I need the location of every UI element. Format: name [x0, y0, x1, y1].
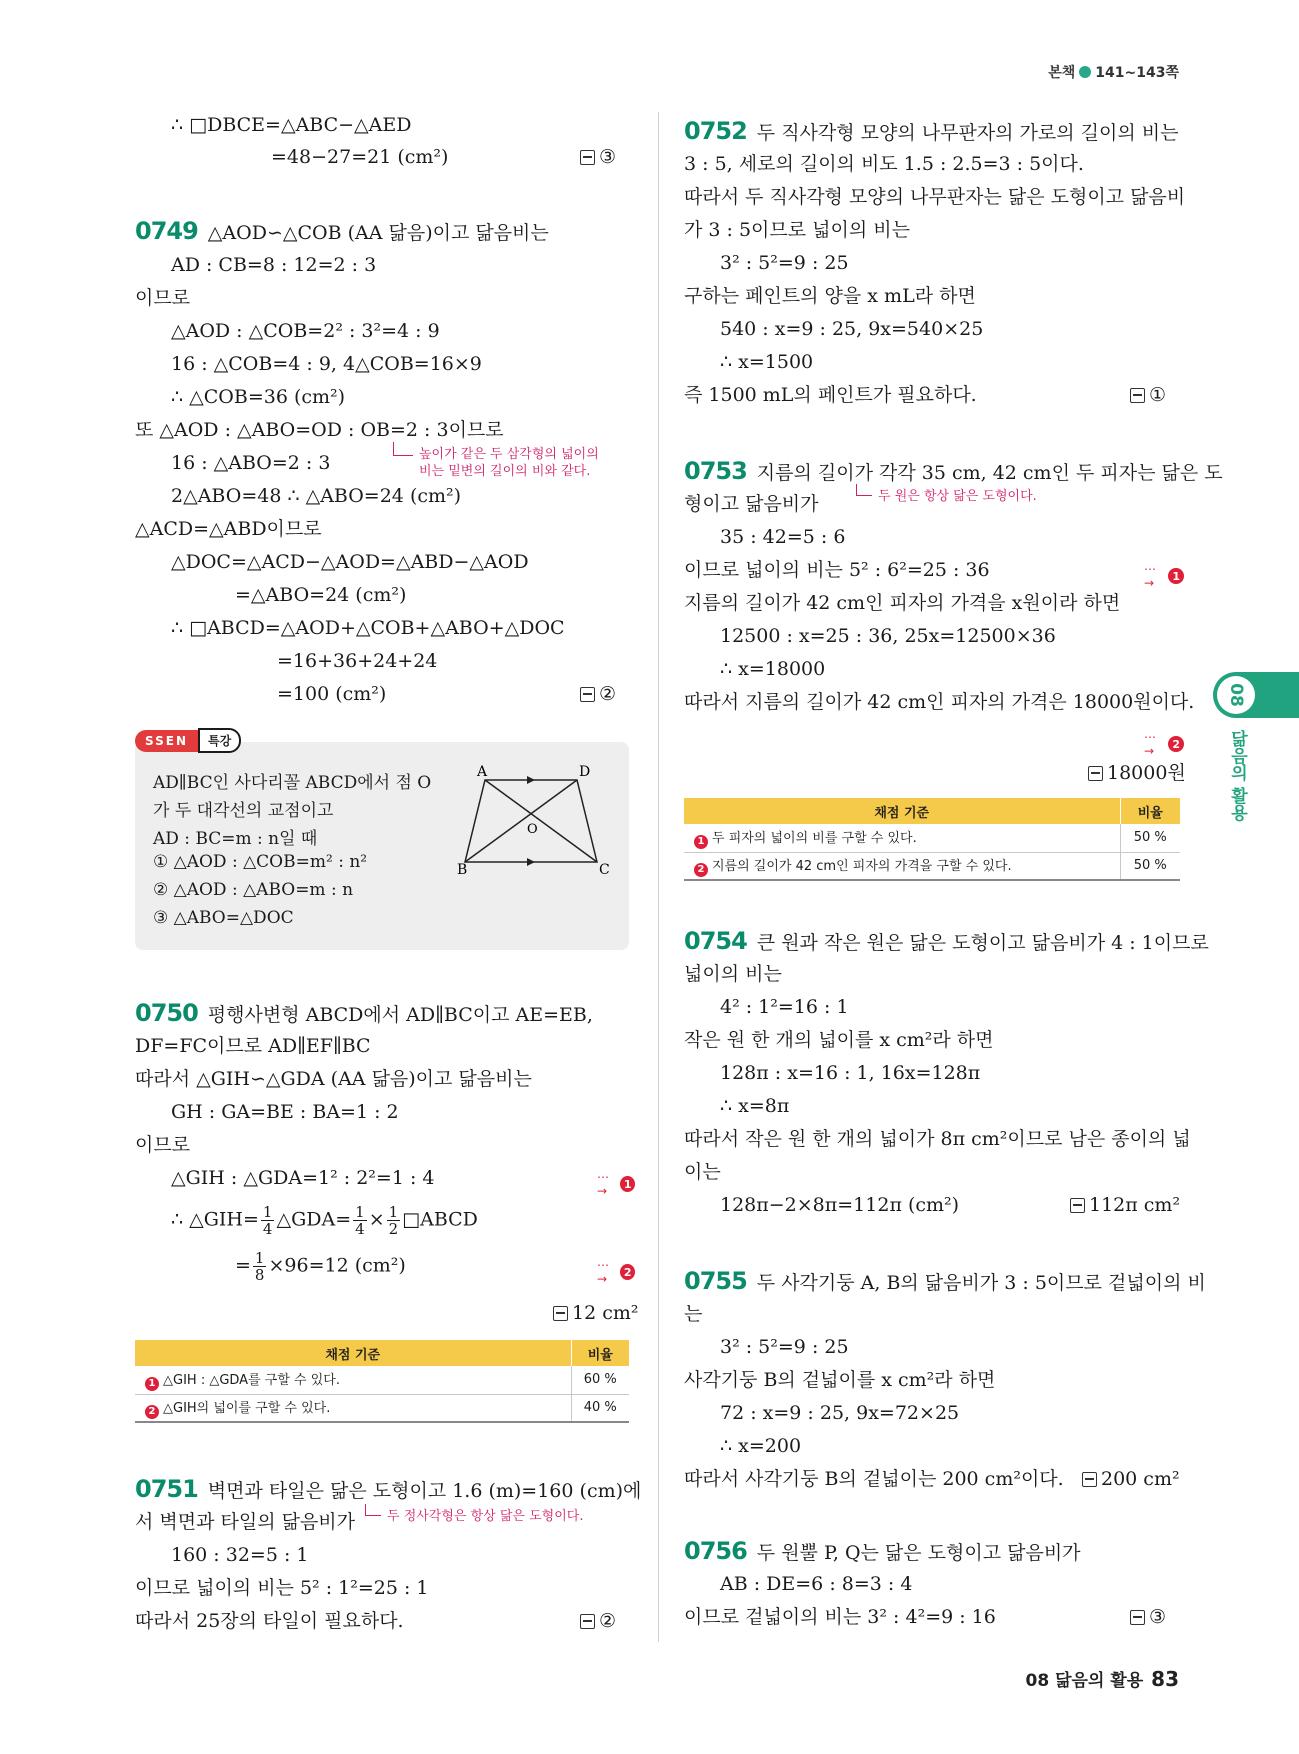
- denominator: 4: [262, 1220, 273, 1238]
- text-line: 평행사변형 ABCD에서 AD∥BC이고 AE=EB,: [207, 1004, 593, 1026]
- table-row: [135, 1366, 629, 1394]
- text-line: 두 직사각형 모양의 나무판자의 가로의 길이의 비는: [756, 122, 1179, 144]
- criteria-number: 1: [145, 1377, 159, 1391]
- text-line-fraction: [235, 1250, 406, 1283]
- text-line: 16 : △COB=4 : 9, 4△COB=16×9: [171, 353, 482, 375]
- label-A: A: [477, 764, 488, 780]
- answer-value: 12 cm²: [572, 1302, 639, 1324]
- table-header: 비율: [1120, 798, 1180, 824]
- text-line: 따라서 지름의 길이가 42 cm인 피자의 가격은 18000원이다.: [684, 691, 1195, 713]
- tip-line: AD : BC=m : n일 때: [153, 829, 318, 849]
- answer-icon: [1082, 1472, 1097, 1487]
- text-line: 128π : x=16 : 1, 16x=128π: [720, 1062, 981, 1084]
- text-line: 따라서 작은 원 한 개의 넓이가 8π cm²이므로 남은 종이의 넓: [684, 1128, 1191, 1150]
- text-line: 160 : 32=5 : 1: [171, 1544, 309, 1566]
- text-line: ∴ □DBCE=△ABC−△AED: [171, 114, 412, 136]
- answer: [1082, 1468, 1180, 1490]
- text-line: 벽면과 타일은 닮은 도형이고 1.6 (m)=160 (cm)에: [207, 1480, 642, 1502]
- text-line: 이므로 겉넓이의 비는 3² : 4²=9 : 16: [684, 1606, 996, 1628]
- table-header: 채점 기준: [684, 798, 1120, 824]
- criteria-text: △GIH의 넓이를 구할 수 있다.: [163, 1401, 331, 1416]
- badge-lecture: 특강: [198, 728, 241, 753]
- fraction: [353, 1204, 367, 1237]
- text-line: 이는: [684, 1161, 721, 1183]
- text-line: △AOD∽△COB (AA 닮음)이고 닮음비는: [207, 222, 549, 244]
- answer-icon: [1088, 766, 1103, 781]
- problem-0750: [135, 1000, 593, 1028]
- answer: [580, 683, 616, 705]
- fraction: [387, 1204, 401, 1237]
- page-number: 83: [1151, 1667, 1179, 1691]
- text-line: DF=FC이므로 AD∥EF∥BC: [135, 1035, 371, 1057]
- text-line: 4² : 1²=16 : 1: [720, 996, 849, 1018]
- problem-0751: [135, 1476, 641, 1504]
- answer-value: 112π cm²: [1089, 1194, 1181, 1216]
- text-line: 이므로: [135, 1134, 191, 1156]
- text-line: 또 △AOD : △ABO=OD : OB=2 : 3이므로: [135, 419, 504, 441]
- problem-number: 0754: [684, 927, 747, 955]
- step-number: 1: [620, 1176, 635, 1192]
- text-line: 두 원뿔 P, Q는 닮은 도형이고 닮음비가: [756, 1542, 1081, 1564]
- numerator: 1: [388, 1203, 399, 1221]
- text-line: 는: [684, 1303, 703, 1325]
- badge-ssen: SSEN: [135, 730, 198, 752]
- step-number: 2: [620, 1264, 635, 1280]
- header-page-ref: [1048, 62, 1179, 82]
- text-part: ∴ △GIH=: [171, 1208, 259, 1231]
- problem-number: 0751: [135, 1475, 198, 1503]
- text-line: 3² : 5²=9 : 25: [720, 252, 849, 274]
- answer-icon: [1130, 388, 1145, 403]
- problem-0755: [684, 1268, 1206, 1296]
- answer: [1130, 1606, 1166, 1628]
- text-line: 구하는 페인트의 양을 x mL라 하면: [684, 285, 976, 307]
- tip-box: [135, 742, 629, 950]
- text-line: 형이고 닮음비가: [684, 493, 819, 515]
- text-line: 이므로: [135, 287, 191, 309]
- text-line: 따라서 25장의 타일이 필요하다.: [135, 1610, 404, 1632]
- footer-chapter: 08 닮음의 활용: [1025, 1671, 1144, 1691]
- answer: [1088, 758, 1186, 785]
- scoring-table: [135, 1340, 629, 1423]
- criteria-cell: [135, 1394, 571, 1422]
- criteria-number: 1: [694, 835, 708, 849]
- note-bracket: [856, 484, 872, 496]
- problem-number: 0756: [684, 1537, 747, 1565]
- text-line: ∴ △COB=36 (cm²): [171, 386, 346, 408]
- answer-value: ②: [599, 683, 617, 705]
- denominator: 2: [388, 1220, 399, 1238]
- text-line: ∴ x=200: [720, 1435, 802, 1457]
- margin-note: 두 정사각형은 항상 닮은 도형이다.: [387, 1509, 584, 1524]
- trapezoid-diagram: [457, 762, 615, 882]
- answer-value: 200 cm²: [1101, 1468, 1180, 1490]
- text-line: △AOD : △COB=2² : 3²=4 : 9: [171, 320, 440, 342]
- text-line: 따라서 사각기둥 B의 겉넓이는 200 cm²이다.: [684, 1468, 1064, 1490]
- text-line: △ACD=△ABD이므로: [135, 518, 322, 540]
- criteria-cell: [135, 1366, 571, 1394]
- step-number: 1: [1168, 568, 1184, 584]
- problem-0756: [684, 1538, 1081, 1566]
- problem-0754: [684, 928, 1209, 956]
- text-line: 이므로 넓이의 비는 5² : 6²=25 : 36: [684, 559, 990, 581]
- ratio-cell: 50 %: [1120, 824, 1180, 852]
- step-marker: ⋯→ 2: [597, 1258, 635, 1286]
- text-line: 16 : △ABO=2 : 3: [171, 452, 331, 474]
- note-line: 비는 밑변의 길이의 비와 같다.: [419, 464, 591, 479]
- text-line: 12500 : x=25 : 36, 25x=12500×36: [720, 625, 1056, 647]
- criteria-text: △GIH : △GDA를 구할 수 있다.: [163, 1373, 340, 1388]
- answer: [553, 1302, 639, 1324]
- answer: [1070, 1194, 1180, 1216]
- tip-badge: [135, 728, 241, 753]
- text-line: △GIH : △GDA=1² : 2²=1 : 4: [171, 1167, 435, 1189]
- label-B: B: [457, 862, 468, 878]
- table-row: [135, 1394, 629, 1422]
- chapter-number: 08: [1217, 676, 1255, 714]
- margin-note: [419, 446, 599, 480]
- table-row: [684, 824, 1180, 852]
- numerator: 1: [262, 1203, 273, 1221]
- answer: [1130, 384, 1166, 406]
- problem-0749: [135, 218, 549, 246]
- step-marker: ⋯→ 1: [597, 1170, 635, 1198]
- numerator: 1: [355, 1203, 365, 1221]
- text-line: =48−27=21 (cm²): [271, 146, 449, 168]
- problem-number: 0753: [684, 457, 747, 485]
- answer-icon: [580, 687, 595, 702]
- answer-icon: [580, 1614, 595, 1629]
- text-part: □ABCD: [402, 1208, 478, 1231]
- text-part: △GDA=: [276, 1208, 352, 1231]
- criteria-cell: [684, 824, 1120, 852]
- text-line: AD : CB=8 : 12=2 : 3: [171, 254, 377, 276]
- text-line: 540 : x=9 : 25, 9x=540×25: [720, 318, 984, 340]
- text-line: 넓이의 비는: [684, 963, 782, 985]
- fraction: [261, 1204, 275, 1237]
- header-book: 본책: [1048, 65, 1076, 81]
- text-line: 두 사각기둥 A, B의 닮음비가 3 : 5이므로 겉넓이의 비: [756, 1272, 1206, 1294]
- text-part: ×: [368, 1208, 385, 1231]
- column-divider: [658, 112, 659, 1642]
- answer-value: 18000원: [1107, 762, 1186, 784]
- chapter-side-tab[interactable]: [1213, 672, 1299, 718]
- text-line: =100 (cm²): [277, 683, 387, 705]
- note-line: 높이가 같은 두 삼각형의 넓이의: [419, 447, 599, 462]
- text-line: 지름의 길이가 각각 35 cm, 42 cm인 두 피자는 닮은 도: [756, 462, 1223, 484]
- text-line: 35 : 42=5 : 6: [720, 526, 846, 548]
- table-row: [684, 852, 1180, 880]
- criteria-text: 두 피자의 넓이의 비를 구할 수 있다.: [712, 831, 917, 846]
- text-line: ∴ x=1500: [720, 351, 814, 373]
- text-part: ×96=12 (cm²): [268, 1254, 406, 1277]
- numerator: 1: [254, 1249, 265, 1267]
- denominator: 4: [355, 1220, 365, 1238]
- criteria-number: 2: [145, 1405, 159, 1419]
- scoring-table: [684, 798, 1180, 881]
- step-marker: ⋯→ 1: [1144, 562, 1184, 590]
- text-line: 따라서 두 직사각형 모양의 나무판자는 닮은 도형이고 닮음비: [684, 186, 1186, 208]
- criteria-cell: [684, 852, 1120, 880]
- problem-number: 0750: [135, 999, 198, 1027]
- text-line: 3² : 5²=9 : 25: [720, 1336, 849, 1358]
- text-part: =: [235, 1254, 251, 1277]
- text-line: =16+36+24+24: [277, 650, 438, 672]
- text-line: 큰 원과 작은 원은 닮은 도형이고 닮음비가 4 : 1이므로: [756, 932, 1209, 954]
- text-line: 즉 1500 mL의 페인트가 필요하다.: [684, 384, 977, 406]
- problem-number: 0752: [684, 117, 747, 145]
- tip-line: ② △AOD : △ABO=m : n: [153, 880, 354, 900]
- tip-line: AD∥BC인 사다리꼴 ABCD에서 점 O: [153, 773, 432, 793]
- text-line: GH : GA=BE : BA=1 : 2: [171, 1101, 399, 1123]
- step-number: 2: [1168, 736, 1184, 752]
- answer-value: ③: [1149, 1606, 1167, 1628]
- text-line: 작은 원 한 개의 넓이를 x cm²라 하면: [684, 1029, 994, 1051]
- text-line-fraction: [171, 1204, 478, 1237]
- tip-line: ① △AOD : △COB=m² : n²: [153, 852, 368, 872]
- label-C: C: [599, 862, 610, 878]
- fraction: [253, 1250, 267, 1283]
- text-line: 128π−2×8π=112π (cm²): [720, 1194, 960, 1216]
- text-line: 따라서 △GIH∽△GDA (AA 닮음)이고 닮음비는: [135, 1068, 532, 1090]
- label-O: O: [527, 822, 538, 837]
- text-line: ∴ x=8π: [720, 1095, 790, 1117]
- text-line: 3 : 5, 세로의 길이의 비도 1.5 : 2.5=3 : 5이다.: [684, 153, 1084, 175]
- answer-icon: [1130, 1610, 1145, 1625]
- text-line: 이므로 넓이의 비는 5² : 1²=25 : 1: [135, 1577, 429, 1599]
- text-line: △DOC=△ACD−△AOD=△ABD−△AOD: [171, 551, 529, 573]
- chapter-side-title: 닮음의 활용: [1227, 730, 1247, 821]
- step-marker: ⋯→ 2: [1144, 730, 1184, 758]
- criteria-number: 2: [694, 863, 708, 877]
- answer-icon: [1070, 1198, 1085, 1213]
- ratio-cell: 50 %: [1120, 852, 1180, 880]
- denominator: 8: [254, 1266, 265, 1284]
- text-line: 2△ABO=48 ∴ △ABO=24 (cm²): [171, 485, 462, 507]
- ratio-cell: 40 %: [571, 1394, 629, 1422]
- ratio-cell: 60 %: [571, 1366, 629, 1394]
- text-line: 가 3 : 5이므로 넓이의 비는: [684, 219, 910, 241]
- table-header: 채점 기준: [135, 1340, 571, 1366]
- text-line: =△ABO=24 (cm²): [235, 584, 407, 606]
- answer-value: ②: [599, 1610, 617, 1632]
- tip-line: ③ △ABO=△DOC: [153, 908, 294, 928]
- answer-value: ①: [1149, 384, 1167, 406]
- table-header: 비율: [571, 1340, 629, 1366]
- answer: [580, 1610, 616, 1632]
- answer: [580, 146, 616, 168]
- text-line: ∴ x=18000: [720, 658, 826, 680]
- label-D: D: [579, 764, 591, 780]
- note-bracket: [365, 1504, 381, 1516]
- note-bracket: [393, 442, 413, 456]
- answer-value: ③: [599, 146, 617, 168]
- header-pages: 141~143쪽: [1095, 65, 1179, 81]
- text-line: ∴ □ABCD=△AOD+△COB+△ABO+△DOC: [171, 617, 565, 639]
- problem-0753: [684, 458, 1223, 486]
- criteria-text: 지름의 길이가 42 cm인 피자의 가격을 구할 수 있다.: [712, 859, 1012, 874]
- problem-0752: [684, 118, 1178, 146]
- text-line: 지름의 길이가 42 cm인 피자의 가격을 x원이라 하면: [684, 592, 1121, 614]
- header-dot-icon: [1079, 66, 1091, 78]
- answer-icon: [580, 150, 595, 165]
- tip-line: 가 두 대각선의 교점이고: [153, 801, 334, 821]
- margin-note: 두 원은 항상 닮은 도형이다.: [878, 489, 1037, 504]
- text-line: AB : DE=6 : 8=3 : 4: [720, 1573, 913, 1595]
- text-line: 사각기둥 B의 겉넓이를 x cm²라 하면: [684, 1369, 996, 1391]
- text-line: 서 벽면과 타일의 닮음비가: [135, 1511, 356, 1533]
- page-footer: [1026, 1666, 1179, 1691]
- answer-icon: [553, 1306, 568, 1321]
- problem-number: 0749: [135, 217, 198, 245]
- text-line: 72 : x=9 : 25, 9x=72×25: [720, 1402, 960, 1424]
- problem-number: 0755: [684, 1267, 747, 1295]
